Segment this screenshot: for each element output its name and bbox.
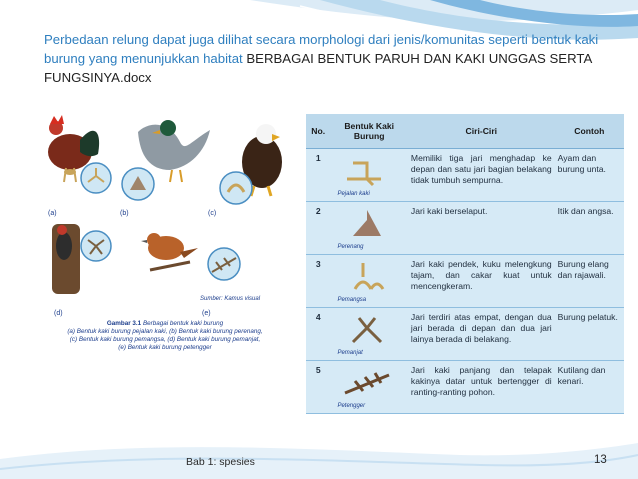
walking-foot-icon (333, 153, 401, 189)
table-header-row (306, 114, 624, 149)
caption-line-1: (a) Bentuk kaki burung pejalan kaki, (b) Bentuk kaki burung perenang, (67, 328, 263, 335)
header-no: No. (306, 114, 330, 149)
figure-source: Sumber: Kamus visual (200, 296, 261, 302)
foot-image-cell (330, 255, 407, 308)
header-document-link[interactable]: BERBAGAI BENTUK PARUH DAN KAKI UNGGAS SERTA FUNGSINYA.docx (44, 51, 592, 85)
figure-label-a: (a) (48, 210, 57, 217)
bird-feet-table (306, 114, 624, 414)
decorative-bottom-wave (0, 419, 638, 479)
figure-label-c: (c) (208, 210, 217, 217)
row-description: Jari kaki panjang dan telapak kakinya datar untuk bertengger di ranting-ranting pohon. (408, 361, 555, 414)
caption-line-2: (c) Bentuk kaki burung pemangsa, (d) Bentuk kaki burung pemanjat, (69, 336, 261, 343)
eagle-foot-circle (220, 172, 252, 204)
header-example: Contoh (555, 114, 624, 149)
talon-foot-icon (333, 259, 401, 295)
row-example: Itik dan angsa. (555, 202, 624, 255)
row-number: 3 (306, 255, 330, 308)
foot-label: Petengger (337, 403, 366, 409)
row-example: Ayam dan burung unta. (555, 149, 624, 202)
figure-caption (42, 320, 288, 352)
header-text (44, 30, 604, 87)
row-number: 2 (306, 202, 330, 255)
foot-label: Pemanjat (337, 350, 363, 356)
songbird-image (141, 233, 198, 270)
climbing-foot-icon (333, 312, 401, 348)
woodpecker-image (52, 224, 80, 294)
foot-image-cell (330, 361, 407, 414)
row-example: Burung elang dan rajawali. (555, 255, 624, 308)
figure-label-d: (d) (54, 310, 63, 317)
caption-line-3: (e) Bentuk kaki burung petengger (118, 344, 212, 351)
row-example: Burung pelatuk. (555, 308, 624, 361)
header-intro: Perbedaan relung dapat juga dilihat secara morphologi dari jenis/komunitas seperti bentuk kaki burung yang menunjukkan habitat (44, 32, 599, 66)
row-description: Jari kaki pendek, kuku melengkung tajam, dan cakar kuat untuk mencengkeram. (408, 255, 555, 308)
footer-chapter: Bab 1: spesies (186, 456, 255, 468)
row-example: Kutilang dan kenari. (555, 361, 624, 414)
table-row (306, 255, 624, 308)
table-row (306, 149, 624, 202)
foot-label: Pejalan kaki (337, 191, 370, 197)
foot-label: Perenang (337, 244, 364, 250)
table-row (306, 202, 624, 255)
foot-image-cell (330, 149, 407, 202)
header-traits: Ciri-Ciri (408, 114, 555, 149)
figure-label-e: (e) (202, 310, 211, 317)
table-row (306, 308, 624, 361)
caption-title: Gambar 3.1 (106, 320, 142, 327)
row-description: Jari terdiri atas empat, dengan dua jari berada di depan dan dua jari lainya berada di belakang. (408, 308, 555, 361)
row-number: 4 (306, 308, 330, 361)
bird-illustrations (40, 112, 286, 322)
page-number: 13 (594, 454, 607, 466)
row-number: 1 (306, 149, 330, 202)
rooster-foot-circle (81, 163, 111, 193)
perching-foot-icon (333, 365, 401, 401)
foot-image-cell (330, 202, 407, 255)
figure-label-b: (b) (120, 210, 129, 217)
row-description: Jari kaki berselaput. (408, 202, 555, 255)
foot-label: Pemangsa (337, 297, 367, 303)
foot-image-cell (330, 308, 407, 361)
caption-title-rest: Berbagai bentuk kaki burung (142, 320, 224, 327)
row-number: 5 (306, 361, 330, 414)
header-shape: Bentuk Kaki Burung (330, 114, 407, 149)
row-description: Memiliki tiga jari menghadap ke depan dan satu jari bagian belakang tidak tumbuh sempurna. (408, 149, 555, 202)
webbed-foot-icon (333, 206, 401, 242)
table-row (306, 361, 624, 414)
